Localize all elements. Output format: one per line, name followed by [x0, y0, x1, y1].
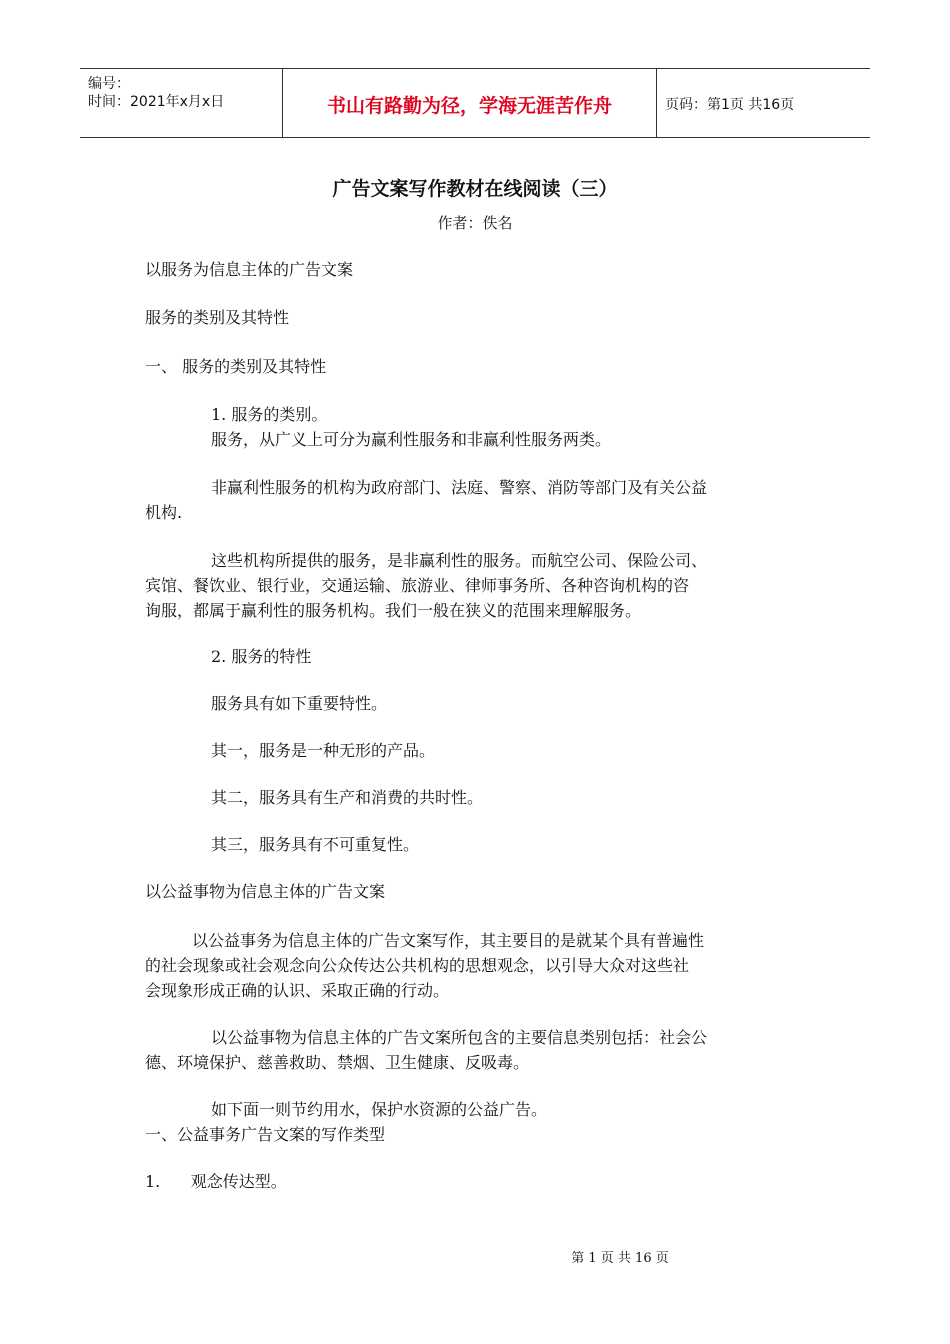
page-count-label: 页码：第1页 共16页: [665, 97, 795, 113]
paragraph-line: 以公益事务为信息主体的广告文案写作，其主要目的是就某个具有普遍性: [192, 931, 705, 950]
header-page-cell: [657, 69, 870, 137]
paragraph-line: 如下面一则节约用水，保护水资源的公益广告。: [211, 1100, 548, 1119]
paragraph-line: 的社会现象或社会观念向公众传达公共机构的思想观念，以引导大众对这些社: [145, 956, 690, 975]
numbered-item: 1. 观念传达型。: [145, 1172, 287, 1191]
paragraph-line: 宾馆、餐饮业、银行业，交通运输、旅游业、律师事务所、各种咨询机构的咨: [145, 576, 690, 595]
header-table: [80, 68, 870, 138]
document-title: 广告文案写作教材在线阅读（三）: [332, 178, 618, 200]
header-motto-cell: [283, 69, 657, 137]
document-number-label: 编号：: [88, 76, 130, 92]
paragraph-line: 其二，服务具有生产和消费的共时性。: [211, 788, 484, 807]
paragraph-line: 服务具有如下重要特性。: [211, 694, 388, 713]
document-time-label: 时间：2021年x月x日: [88, 94, 225, 110]
paragraph-line: 德、环境保护、慈善救助、禁烟、卫生健康、反吸毒。: [145, 1053, 530, 1072]
paragraph-line: 其一，服务是一种无形的产品。: [211, 741, 436, 760]
numbered-heading: 一、公益事务广告文案的写作类型: [145, 1125, 386, 1144]
paragraph-line: 询服，都属于赢利性的服务机构。我们一般在狭义的范围来理解服务。: [145, 601, 642, 620]
paragraph-line: 这些机构所提供的服务，是非赢利性的服务。而航空公司、保险公司、: [211, 551, 708, 570]
section-heading: 以公益事物为信息主体的广告文案: [145, 882, 386, 901]
page-footer: 第 1 页 共 16 页: [571, 1251, 669, 1266]
paragraph-line: 非赢利性服务的机构为政府部门、法庭、警察、消防等部门及有关公益: [211, 478, 708, 497]
document-author: 作者：佚名: [437, 214, 513, 232]
header-meta-cell: [80, 69, 283, 137]
section-heading: 以服务为信息主体的广告文案: [145, 260, 354, 279]
paragraph-line: 2. 服务的特性: [211, 647, 312, 666]
paragraph-line: 1. 服务的类别。: [211, 405, 328, 424]
paragraph-line: 会现象形成正确的认识、采取正确的行动。: [145, 981, 450, 1000]
paragraph-line: 其三，服务具有不可重复性。: [211, 835, 420, 854]
numbered-heading: 一、 服务的类别及其特性: [145, 357, 327, 376]
paragraph-line: 以公益事物为信息主体的广告文案所包含的主要信息类别包括：社会公: [211, 1028, 708, 1047]
motto-text: 书山有路勤为径，学海无涯苦作舟: [326, 95, 612, 117]
paragraph-line: 机构.: [145, 503, 183, 522]
paragraph-line: 服务，从广义上可分为赢利性服务和非赢利性服务两类。: [211, 430, 612, 449]
subsection-heading: 服务的类别及其特性: [145, 308, 290, 327]
